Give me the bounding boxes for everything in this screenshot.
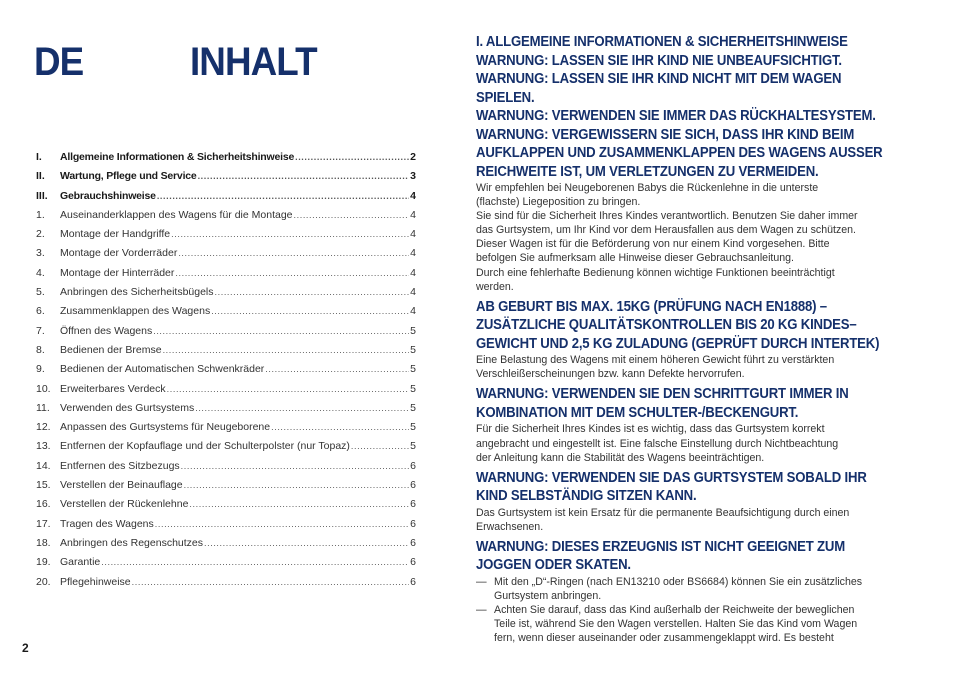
toc-entry[interactable] — [36, 553, 416, 572]
toc-leader-dots — [157, 187, 409, 206]
toc-entry-page: 4 — [410, 189, 416, 202]
toc-entry-label: Wartung, Pflege und Service — [60, 170, 197, 183]
toc-entry-page: 4 — [410, 286, 416, 299]
toc-entry-page: 6 — [410, 517, 416, 530]
toc-leader-dots — [215, 283, 410, 302]
toc-entry-number: 9. — [36, 363, 45, 376]
toc-entry-label: Anpassen des Gurtsystems für Neugeborene — [60, 421, 271, 434]
body-text: Durch eine fehlerhafte Bedienung können wichtige Funktionen beeinträchtigt — [476, 266, 835, 279]
toc-entry-label: Entfernen der Kopfauflage und der Schulterpolster (nur Topaz) — [60, 440, 350, 453]
table-of-contents — [36, 148, 416, 592]
toc-entry-label: Montage der Handgriffe — [60, 228, 171, 241]
toc-entry[interactable] — [36, 457, 416, 476]
toc-entry-number: 1. — [36, 208, 45, 221]
toc-entry-page: 5 — [410, 343, 416, 356]
toc-leader-dots — [181, 457, 409, 476]
toc-leader-dots — [178, 244, 409, 263]
bullet-item — [476, 603, 896, 617]
body-text: Das Gurtsystem ist kein Ersatz für die permanente Beaufsichtigung durch einen — [476, 506, 850, 519]
toc-leader-dots — [171, 225, 409, 244]
bullet-dash: — — [476, 604, 487, 617]
body-text: Sie sind für die Sicherheit Ihres Kindes verantwortlich. Benutzen Sie daher immer — [476, 210, 858, 223]
body-text: Dieser Wagen ist für die Beförderung von nur einem Kind vorgesehen. Bitte — [476, 238, 830, 251]
toc-entry[interactable] — [36, 476, 416, 495]
body-text: angebracht und eingestellt ist. Eine falsche Einstellung durch Nichtbeachtung — [476, 437, 839, 450]
toc-entry-label: Gebrauchshinweise — [60, 189, 156, 202]
toc-leader-dots — [189, 495, 409, 514]
toc-entry-number: 8. — [36, 343, 45, 356]
toc-leader-dots — [155, 515, 409, 534]
body-text: (flachste) Liegeposition zu bringen. — [476, 196, 641, 209]
bullet-text: Teile ist, während Sie den Wagen verstellen. Halten Sie das Kind vom Wagen — [494, 618, 858, 631]
toc-entry-label: Anbringen des Regenschutzes — [60, 536, 204, 549]
toc-leader-dots — [294, 206, 410, 225]
toc-leader-dots — [101, 553, 409, 572]
toc-entry-page: 5 — [410, 440, 416, 453]
body-text: Eine Belastung des Wagens mit einem höheren Gewicht führt zu verstärkten — [476, 354, 835, 367]
toc-leader-dots — [132, 573, 410, 592]
warning-heading: WARNUNG: DIESES ERZEUGNIS IST NICHT GEEIGNET ZUM — [476, 538, 845, 555]
toc-entry-label: Anbringen des Sicherheitsbügels — [60, 286, 214, 299]
toc-entry-label: Montage der Vorderräder — [60, 247, 178, 260]
toc-entry-number: 4. — [36, 266, 45, 279]
bullet-text: Mit den „D“-Ringen (nach EN13210 oder BS6684) können Sie ein zusätzliches — [494, 575, 863, 588]
toc-entry-label: Tragen des Wagens — [60, 517, 154, 530]
bullet-text: fern, wenn dieser auseinander oder zusammengeklappt wird. Es besteht — [494, 632, 834, 645]
toc-entry-label: Garantie — [60, 556, 101, 569]
toc-entry-number: 20. — [36, 575, 51, 588]
toc-entry-page: 5 — [410, 401, 416, 414]
toc-leader-dots — [295, 148, 409, 167]
toc-entry[interactable] — [36, 264, 416, 283]
bullet-dash — [476, 617, 494, 631]
toc-entry-number: 15. — [36, 479, 51, 492]
bullet-item — [476, 631, 896, 645]
toc-entry-page: 6 — [410, 498, 416, 511]
bullet-item — [476, 617, 896, 631]
toc-entry[interactable] — [36, 437, 416, 456]
toc-entry-page: 6 — [410, 459, 416, 472]
toc-entry-number: 19. — [36, 556, 51, 569]
toc-entry-number: II. — [36, 170, 45, 183]
toc-entry[interactable] — [36, 573, 416, 592]
toc-leader-dots — [204, 534, 409, 553]
toc-entry-label: Montage der Hinterräder — [60, 266, 175, 279]
bullet-dash: — — [476, 575, 487, 588]
toc-entry-number: 13. — [36, 440, 51, 453]
toc-entry-label: Bedienen der Automatischen Schwenkräder — [60, 363, 265, 376]
toc-entry-number: III. — [36, 189, 48, 202]
toc-entry-page: 4 — [410, 228, 416, 241]
toc-entry-number: 10. — [36, 382, 51, 395]
toc-entry-label: Öffnen des Wagens — [60, 324, 153, 337]
toc-entry-label: Auseinanderklappen des Wagens für die Montage — [60, 208, 293, 221]
bullet-item — [476, 575, 896, 589]
toc-entry[interactable] — [36, 360, 416, 379]
toc-leader-dots — [167, 380, 410, 399]
toc-entry-page: 6 — [410, 575, 416, 588]
warning-heading: WARNUNG: VERWENDEN SIE IMMER DAS RÜCKHALTESYSTEM. — [476, 108, 876, 124]
bullet-item — [476, 589, 896, 603]
toc-entry-label: Verwenden des Gurtsystems — [60, 401, 195, 414]
toc-entry-page: 6 — [410, 536, 416, 549]
toc-entry-number: 16. — [36, 498, 51, 511]
warning-heading: JOGGEN ODER SKATEN. — [476, 557, 631, 574]
toc-entry[interactable] — [36, 341, 416, 360]
toc-entry-number: 7. — [36, 324, 45, 337]
toc-entry-page: 2 — [410, 151, 416, 163]
toc-entry[interactable] — [36, 302, 416, 321]
warning-heading: SPIELEN. — [476, 89, 535, 106]
toc-leader-dots — [163, 341, 410, 360]
toc-entry-number: 5. — [36, 286, 45, 299]
toc-entry-number: 17. — [36, 517, 51, 530]
toc-entry-page: 5 — [410, 382, 416, 395]
toc-entry-page: 4 — [410, 208, 416, 221]
page-number: 2 — [22, 641, 29, 655]
body-text: Erwachsenen. — [476, 520, 544, 533]
toc-leader-dots — [271, 418, 409, 437]
bullet-text: Gurtsystem anbringen. — [494, 590, 602, 602]
toc-entry-label: Verstellen der Rückenlehne — [60, 498, 189, 511]
weight-heading: ZUSÄTZLICHE QUALITÄTSKONTROLLEN BIS 20 KG KINDES– — [476, 317, 857, 334]
body-text: Verschleißerscheinungen bzw. kann Defekte hervorrufen. — [476, 368, 745, 381]
toc-entry-label: Verstellen der Beinauflage — [60, 479, 183, 492]
safety-section — [476, 33, 896, 645]
toc-entry-number: 11. — [36, 401, 50, 414]
toc-entry-label: Allgemeine Informationen & Sicherheitshinweise — [60, 151, 295, 163]
warning-heading: KOMBINATION MIT DEM SCHULTER-/BECKENGURT. — [476, 404, 799, 421]
warning-heading: I. ALLGEMEINE INFORMATIONEN & SICHERHEITSHINWEISE — [476, 34, 848, 50]
language-code: DE — [34, 40, 84, 84]
warning-heading: WARNUNG: LASSEN SIE IHR KIND NIE UNBEAUFSICHTIGT. — [476, 52, 842, 69]
toc-entry-number: 14. — [36, 459, 51, 472]
toc-entry-number: 2. — [36, 228, 45, 241]
toc-entry-label: Zusammenklappen des Wagens — [60, 305, 211, 318]
toc-leader-dots — [153, 322, 409, 341]
toc-entry[interactable] — [36, 167, 416, 186]
warning-heading: WARNUNG: LASSEN SIE IHR KIND NICHT MIT DEM WAGEN — [476, 71, 842, 87]
toc-leader-dots — [175, 264, 409, 283]
toc-entry-label: Entfernen des Sitzbezugs — [60, 459, 180, 472]
toc-entry[interactable] — [36, 283, 416, 302]
warning-heading: WARNUNG: VERWENDEN SIE DEN SCHRITTGURT IMMER IN — [476, 386, 849, 403]
toc-entry[interactable] — [36, 380, 416, 399]
toc-entry-number: 18. — [36, 536, 51, 549]
page-title: INHALT — [190, 40, 317, 84]
warning-heading: KIND SELBSTÄNDIG SITZEN KANN. — [476, 488, 697, 505]
toc-leader-dots — [265, 360, 409, 379]
toc-entry-label: Pflegehinweise — [60, 575, 131, 588]
toc-entry[interactable] — [36, 206, 416, 225]
toc-entry-number: 6. — [36, 305, 45, 318]
toc-entry[interactable] — [36, 187, 416, 206]
toc-leader-dots — [198, 167, 410, 186]
toc-entry-label: Erweiterbares Verdeck — [60, 382, 166, 395]
toc-leader-dots — [211, 302, 409, 321]
warning-heading: WARNUNG: VERGEWISSERN SIE SICH, DASS IHR KIND BEIM — [476, 126, 855, 143]
toc-entry-page: 4 — [410, 266, 416, 279]
toc-entry-page: 6 — [410, 556, 416, 569]
warning-heading: AUFKLAPPEN UND ZUSAMMENKLAPPEN DES WAGENS AUSSER — [476, 145, 883, 161]
toc-entry[interactable] — [36, 515, 416, 534]
toc-entry-page: 5 — [410, 363, 416, 376]
toc-entry[interactable] — [36, 495, 416, 514]
body-text: der Anleitung kann die Stabilität des Wagens beeinträchtigen. — [476, 451, 765, 464]
toc-entry[interactable] — [36, 225, 416, 244]
body-text: werden. — [476, 280, 514, 293]
weight-heading: AB GEBURT BIS MAX. 15KG (PRÜFUNG NACH EN1888) – — [476, 298, 827, 315]
body-text: Für die Sicherheit Ihres Kindes ist es wichtig, dass das Gurtsystem korrekt — [476, 423, 825, 436]
weight-heading: GEWICHT UND 2,5 KG ZULADUNG (GEPRÜFT DURCH INTERTEK) — [476, 335, 880, 352]
toc-entry-page: 4 — [410, 247, 416, 260]
toc-entry-page: 5 — [410, 324, 416, 337]
bullet-dash — [476, 631, 494, 645]
toc-entry-label: Bedienen der Bremse — [60, 343, 162, 356]
toc-leader-dots — [195, 399, 409, 418]
toc-entry-page: 4 — [410, 305, 416, 318]
bullet-text: Achten Sie darauf, dass das Kind außerhalb der Reichweite der beweglichen — [494, 604, 855, 617]
toc-entry-number: 3. — [36, 247, 45, 260]
body-text: das Gurtsystem, um Ihr Kind vor dem Herausfallen aus dem Wagen zu schützen. — [476, 224, 856, 237]
toc-entry-page: 6 — [410, 479, 416, 492]
toc-entry[interactable] — [36, 244, 416, 263]
toc-entry-page: 3 — [410, 170, 416, 183]
toc-entry-number: 12. — [36, 421, 51, 434]
toc-entry-number: I. — [36, 151, 42, 163]
toc-entry-page: 5 — [410, 421, 416, 434]
toc-entry[interactable] — [36, 148, 416, 167]
warning-heading: REICHWEITE IST, UM VERLETZUNGEN ZU VERMEIDEN. — [476, 163, 819, 180]
toc-entry[interactable] — [36, 322, 416, 341]
body-text: Wir empfehlen bei Neugeborenen Babys die Rückenlehne in die unterste — [476, 182, 819, 194]
warning-heading: WARNUNG: VERWENDEN SIE DAS GURTSYSTEM SOBALD IHR — [476, 469, 867, 486]
toc-entry[interactable] — [36, 418, 416, 437]
bullet-dash — [476, 589, 494, 603]
toc-entry[interactable] — [36, 399, 416, 418]
body-text: befolgen Sie aufmerksam alle Hinweise dieser Gebrauchsanleitung. — [476, 252, 794, 265]
toc-entry[interactable] — [36, 534, 416, 553]
toc-leader-dots — [184, 476, 410, 495]
toc-leader-dots — [351, 437, 409, 456]
